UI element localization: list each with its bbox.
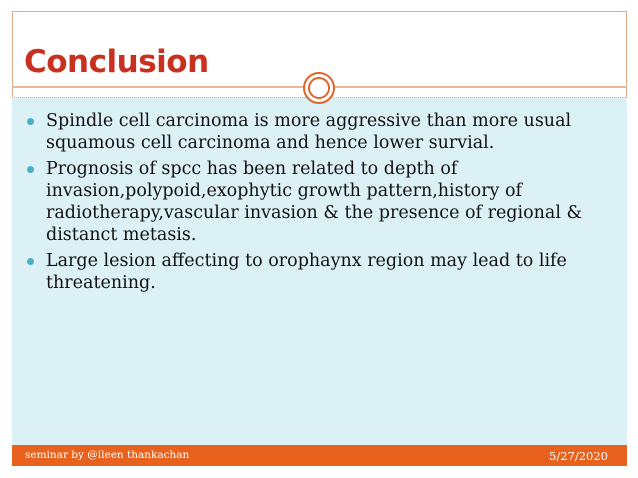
footer-bar [12, 445, 627, 466]
bullet-item [24, 110, 614, 154]
bullet-text: Spindle cell carcinoma is more aggressive than more usual squamous cell carcinoma and hence lower survial. [46, 111, 572, 153]
footer-date: 5/27/2020 [549, 449, 608, 463]
bullet-item [24, 250, 614, 294]
footer-presenter: seminar by @ileen thankachan [25, 449, 190, 461]
bullet-icon [27, 166, 34, 173]
bullet-list [24, 110, 614, 298]
bullet-text: Large lesion affecting to orophaynx region may lead to life threatening. [46, 251, 567, 293]
circle-ring-icon [303, 72, 335, 104]
inner-ring [308, 77, 330, 99]
bullet-icon [27, 258, 34, 265]
bullet-text: Prognosis of spcc has been related to depth of invasion,polypoid,exophytic growth pattern,history of radiotherapy,vascular invasion & the presence of regional & distanct metasis. [46, 159, 583, 245]
slide-title: Conclusion [24, 44, 209, 80]
bullet-icon [27, 118, 34, 125]
bullet-item [24, 158, 614, 246]
